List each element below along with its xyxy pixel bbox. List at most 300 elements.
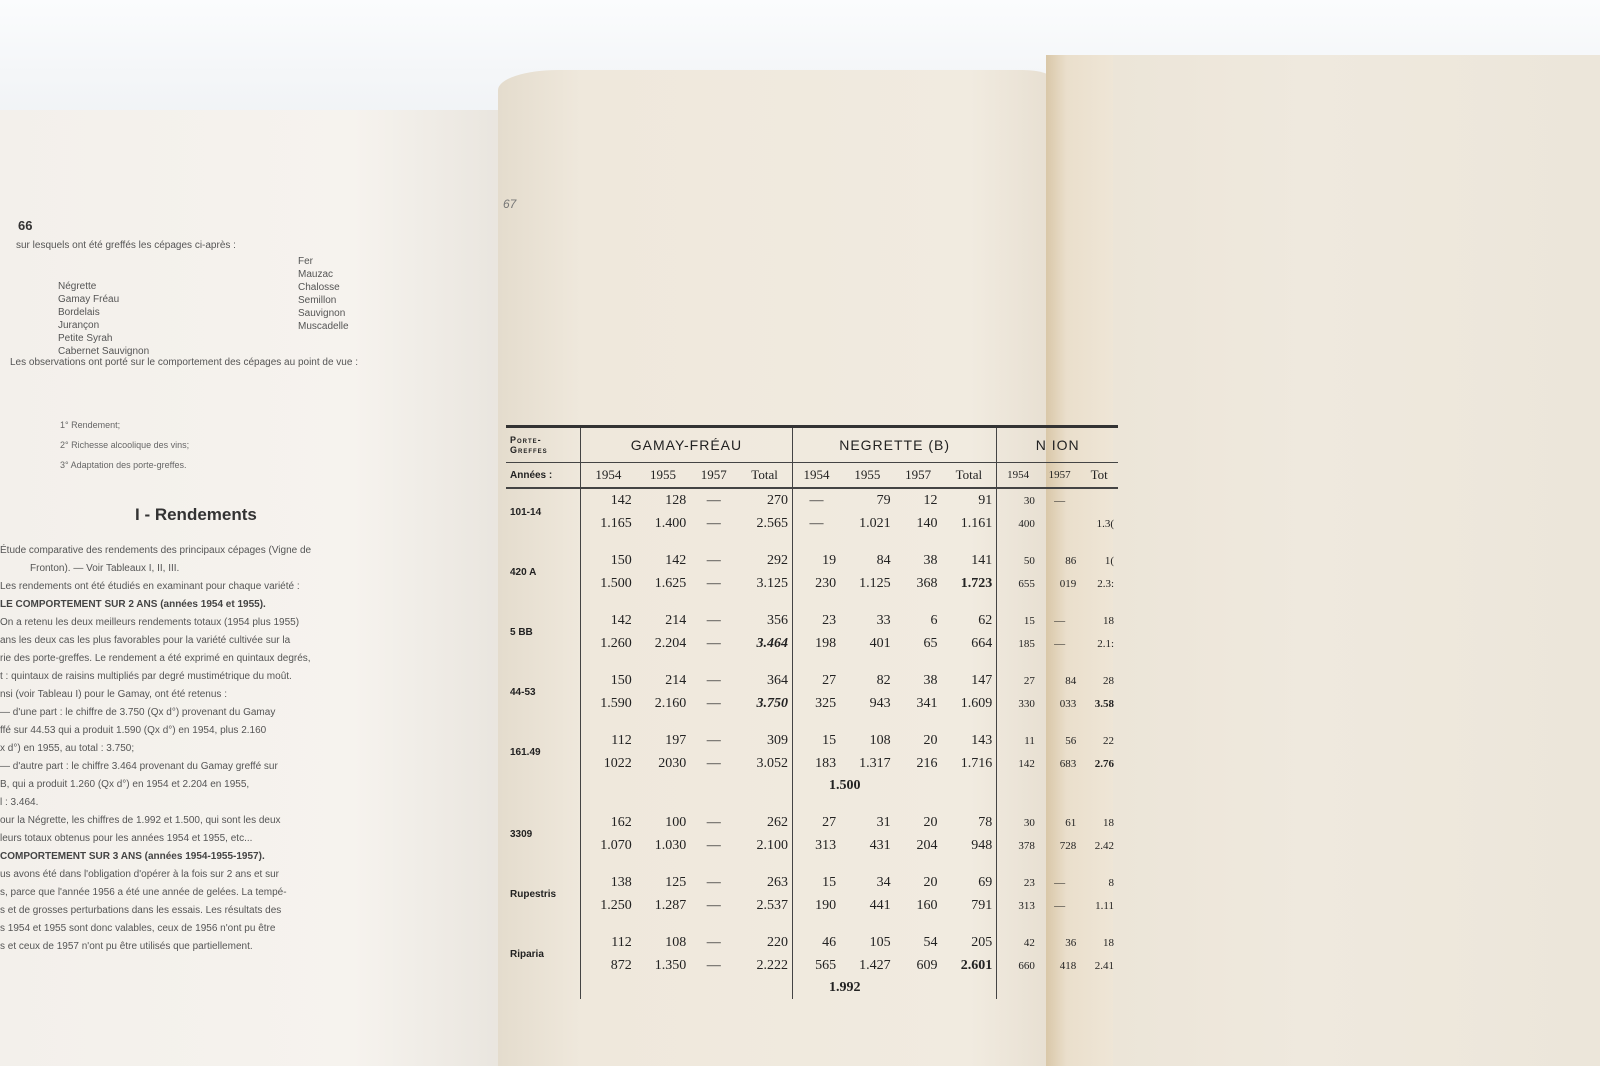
table-cell: 69 xyxy=(978,874,993,890)
blank-page xyxy=(1113,55,1600,1066)
table-cell: 1.590 xyxy=(600,695,632,711)
body-line: — d'une part : le chiffre de 3.750 (Qx d°) provenant du Gamay xyxy=(0,707,276,718)
table-cell: 56 xyxy=(1065,734,1077,747)
gap-cell xyxy=(581,715,636,729)
year-header: Total xyxy=(737,463,792,489)
table-cell: 30 xyxy=(997,811,1039,834)
table-row xyxy=(506,572,1118,595)
table-cell: 28 xyxy=(1103,674,1114,687)
table-cell: 22 xyxy=(1103,734,1114,747)
body-line: Les rendements ont été étudiés en examinant pour chaque variété : xyxy=(0,581,300,592)
table-cell: 142 xyxy=(610,492,632,508)
table-cell: 565 xyxy=(792,954,840,977)
intro-text: sur lesquels ont été greffés les cépages ci-après : xyxy=(16,240,236,251)
table-cell: 1.070 xyxy=(600,837,632,853)
gap-cell xyxy=(690,535,737,549)
body-line: Fronton). — Voir Tableaux I, II, III. xyxy=(30,563,180,574)
gap-cell xyxy=(997,857,1039,871)
grape-item: Négrette xyxy=(58,281,97,292)
year-header: 1954 xyxy=(792,463,840,489)
grape-list-1 xyxy=(58,280,149,358)
gap-cell xyxy=(1080,797,1118,811)
table-cell: — xyxy=(706,552,721,568)
table-row xyxy=(506,811,1118,834)
table-cell xyxy=(1039,512,1080,535)
table-cell: 2.601 xyxy=(960,957,993,973)
gap-cell xyxy=(1080,595,1118,609)
table-cell: 2.3: xyxy=(1097,577,1114,590)
grape-item: Gamay Fréau xyxy=(58,294,120,305)
body-line: nsi (voir Tableau I) pour le Gamay, ont été retenus : xyxy=(0,689,227,700)
gap-cell xyxy=(737,857,792,871)
grape-item: Cabernet Sauvignon xyxy=(58,346,150,357)
table-cell: 1.609 xyxy=(960,695,993,711)
table-cell: — xyxy=(1054,899,1066,912)
grape-item: Chalosse xyxy=(298,282,340,293)
body-line: — d'autre part : le chiffre 3.464 provenant du Gamay greffé sur xyxy=(0,761,278,772)
rootstock-label: 101-14 xyxy=(506,488,581,535)
table-cell: 1.400 xyxy=(654,515,687,531)
table-cell: 91 xyxy=(978,492,993,508)
table-cell: 872 xyxy=(610,957,632,973)
table-cell: 1.500 xyxy=(600,575,632,591)
table-cell: — xyxy=(706,612,721,628)
table-cell: 142 xyxy=(997,752,1039,775)
table-cell: 655 xyxy=(997,572,1039,595)
table-cell: 141 xyxy=(971,552,993,568)
table-cell: 54 xyxy=(923,934,938,950)
table-cell: 400 xyxy=(997,512,1039,535)
table-cell: 3.58 xyxy=(1094,697,1114,710)
table-row xyxy=(506,549,1118,572)
gap-cell xyxy=(1039,655,1080,669)
table-cell: 3.125 xyxy=(756,575,788,591)
gap-cell xyxy=(997,797,1039,811)
table-cell: 341 xyxy=(916,695,938,711)
gap-cell xyxy=(1080,857,1118,871)
table-cell: 728 xyxy=(1059,839,1077,852)
table-body xyxy=(506,488,1118,999)
table-cell: 82 xyxy=(876,672,891,688)
table-cell: 18 xyxy=(1103,936,1114,949)
table-cell: — xyxy=(706,814,721,830)
year-header: 1957 xyxy=(895,463,942,489)
gap-cell xyxy=(737,715,792,729)
gap-cell xyxy=(942,715,997,729)
rootstock-label: Rupestris xyxy=(506,871,581,917)
table-cell: — xyxy=(706,732,721,748)
table-cell: 1.716 xyxy=(960,755,993,771)
table-cell: 292 xyxy=(766,552,788,568)
row-gap xyxy=(506,715,1118,729)
table-cell: — xyxy=(706,672,721,688)
table-cell: 2.160 xyxy=(654,695,687,711)
table-cell: 140 xyxy=(916,515,938,531)
grape-item: Sauvignon xyxy=(298,308,346,319)
empty-cell xyxy=(506,977,581,999)
gap-cell xyxy=(581,857,636,871)
table-cell: 18 xyxy=(1103,816,1114,829)
table-cell: 378 xyxy=(997,834,1039,857)
table-cell: 23 xyxy=(997,871,1039,894)
table-cell: 100 xyxy=(665,814,687,830)
gap-cell xyxy=(690,655,737,669)
year-header: Total xyxy=(942,463,997,489)
table-cell: 125 xyxy=(665,874,687,890)
table-cell: 1.350 xyxy=(654,957,687,973)
gap-cell xyxy=(792,595,840,609)
table-cell: 948 xyxy=(971,837,993,853)
year-header: 1957 xyxy=(690,463,737,489)
body-line: s 1954 et 1955 sont donc valables, ceux de 1956 n'ont pu être xyxy=(0,923,276,934)
table-cell: 197 xyxy=(665,732,687,748)
table-row xyxy=(506,488,1118,512)
rootstock-label: 420 A xyxy=(506,549,581,595)
body-line: s et de grosses perturbations dans les essais. Les résultats des xyxy=(0,905,282,916)
table-cell: — xyxy=(706,957,721,973)
table-cell: — xyxy=(706,837,721,853)
row-gap xyxy=(506,535,1118,549)
year-header: 1954 xyxy=(581,463,636,489)
body-line: ffé sur 44.53 qui a produit 1.590 (Qx d°) en 1954, plus 2.160 xyxy=(0,725,267,736)
row-gap xyxy=(506,655,1118,669)
table-cell: 15 xyxy=(792,871,840,894)
table-cell: 1.161 xyxy=(960,515,993,531)
body-line: l : 3.464. xyxy=(0,797,39,808)
gap-cell xyxy=(506,595,581,609)
table-cell: 86 xyxy=(1065,554,1077,567)
body-line: s, parce que l'année 1956 a été une année de gelées. La tempé- xyxy=(0,887,287,898)
gap-cell xyxy=(581,797,636,811)
gap-cell xyxy=(506,715,581,729)
rootstock-label: 5 BB xyxy=(506,609,581,655)
gap-cell xyxy=(792,535,840,549)
gap-cell xyxy=(942,655,997,669)
table-cell: 23 xyxy=(792,609,840,632)
table-cell: 1.427 xyxy=(859,957,891,973)
table-cell: 34 xyxy=(876,874,891,890)
table-cell: — xyxy=(706,874,721,890)
table-cell: 2.76 xyxy=(1094,757,1114,770)
gap-cell xyxy=(840,857,895,871)
gap-cell xyxy=(792,917,840,931)
gap-cell xyxy=(997,655,1039,669)
table-cell: — xyxy=(706,934,721,950)
year-header: Tot xyxy=(1080,463,1118,489)
table-cell: 27 xyxy=(792,669,840,692)
table-cell: 46 xyxy=(792,931,840,954)
table-cell: — xyxy=(792,488,840,512)
body-line: s et ceux de 1957 n'ont pu être utilisés que partiellement. xyxy=(0,941,253,952)
gap-cell xyxy=(895,917,942,931)
table-cell: 2.222 xyxy=(756,957,788,973)
table-cell: 2030 xyxy=(658,755,687,771)
table-cell: 20 xyxy=(923,732,938,748)
table-cell: 1.250 xyxy=(600,897,632,913)
grape-list-2 xyxy=(298,255,349,333)
negrette-best-total: 1.992 xyxy=(792,977,996,999)
gap-cell xyxy=(942,917,997,931)
table-cell: 33 xyxy=(876,612,891,628)
gap-cell xyxy=(942,797,997,811)
table-cell: — xyxy=(706,635,721,651)
row-gap xyxy=(506,595,1118,609)
table-cell: 36 xyxy=(1065,936,1077,949)
gap-cell xyxy=(690,715,737,729)
body-line: On a retenu les deux meilleurs rendements totaux (1954 plus 1955) xyxy=(0,617,300,628)
table-cell: 19 xyxy=(792,549,840,572)
table-cell: 431 xyxy=(869,837,891,853)
table-cell: 20 xyxy=(923,814,938,830)
group-header: GAMAY-FRÉAU xyxy=(581,427,793,463)
empty-cell xyxy=(997,775,1118,797)
grape-item: Jurançon xyxy=(58,320,100,331)
gap-cell xyxy=(1039,797,1080,811)
table-cell: 6 xyxy=(930,612,938,628)
body-line: x d°) en 1955, au total : 3.750; xyxy=(0,743,135,754)
table-cell: 147 xyxy=(971,672,993,688)
body-line: leurs totaux obtenus pour les années 1954 et 1955, etc... xyxy=(0,833,253,844)
table-cell: — xyxy=(1054,494,1066,507)
gap-cell xyxy=(636,797,691,811)
gap-cell xyxy=(506,917,581,931)
gap-cell xyxy=(1039,857,1080,871)
table-cell: 65 xyxy=(923,635,938,651)
table-row xyxy=(506,775,1118,797)
table-row xyxy=(506,931,1118,954)
grape-item: Bordelais xyxy=(58,307,100,318)
body-text xyxy=(0,542,420,956)
page-number-right: 67 xyxy=(503,197,517,211)
table-cell: 79 xyxy=(876,492,891,508)
table-cell: 190 xyxy=(792,894,840,917)
grape-item: Muscadelle xyxy=(298,321,349,332)
table-cell: 12 xyxy=(923,492,938,508)
table-cell: 356 xyxy=(766,612,788,628)
gap-cell xyxy=(840,715,895,729)
table-cell: 2.42 xyxy=(1094,839,1114,852)
table-cell: 263 xyxy=(766,874,788,890)
gap-cell xyxy=(737,655,792,669)
table-cell: 418 xyxy=(1059,959,1077,972)
points-list xyxy=(60,415,189,475)
gap-cell xyxy=(895,797,942,811)
gap-cell xyxy=(636,857,691,871)
table-cell: 84 xyxy=(1065,674,1077,687)
gap-cell xyxy=(636,715,691,729)
grape-item: Petite Syrah xyxy=(58,333,113,344)
table-cell: 401 xyxy=(869,635,891,651)
table-cell: 325 xyxy=(792,692,840,715)
gap-cell xyxy=(942,535,997,549)
table-cell: 3.750 xyxy=(756,695,788,711)
gap-cell xyxy=(506,857,581,871)
observations-text: Les observations ont porté sur le comportement des cépages au point de vue : xyxy=(10,357,358,368)
table-cell: 204 xyxy=(916,837,938,853)
table-cell: 660 xyxy=(997,954,1039,977)
table-cell xyxy=(1080,488,1118,512)
table-row xyxy=(506,834,1118,857)
gap-cell xyxy=(1039,917,1080,931)
gap-cell xyxy=(1080,655,1118,669)
gap-cell xyxy=(1039,535,1080,549)
table-row xyxy=(506,954,1118,977)
table-row xyxy=(506,894,1118,917)
gap-cell xyxy=(581,655,636,669)
table-cell: 033 xyxy=(1059,697,1077,710)
point-item: 3° Adaptation des porte-greffes. xyxy=(60,460,187,470)
rootstock-label: 161.49 xyxy=(506,729,581,775)
table-cell: 2.1: xyxy=(1097,637,1114,650)
gap-cell xyxy=(840,535,895,549)
gap-cell xyxy=(737,595,792,609)
table-cell: 38 xyxy=(923,672,938,688)
table-cell: 8 xyxy=(1108,876,1114,889)
body-line: Étude comparative des rendements des principaux cépages (Vigne de xyxy=(0,545,312,556)
table-cell: 262 xyxy=(766,814,788,830)
body-line: LE COMPORTEMENT SUR 2 ANS (années 1954 et 1955). xyxy=(0,599,266,610)
gap-cell xyxy=(997,917,1039,931)
gap-cell xyxy=(737,917,792,931)
gap-cell xyxy=(636,917,691,931)
table-row xyxy=(506,729,1118,752)
gap-cell xyxy=(581,535,636,549)
gap-cell xyxy=(997,715,1039,729)
gap-cell xyxy=(1080,917,1118,931)
table-cell: 1.165 xyxy=(600,515,632,531)
table-cell: 364 xyxy=(766,672,788,688)
gap-cell xyxy=(942,595,997,609)
annees-header: Années : xyxy=(506,463,581,489)
table-cell: 143 xyxy=(971,732,993,748)
group-header: NEGRETTE (B) xyxy=(792,427,996,463)
rootstock-label: 44-53 xyxy=(506,669,581,715)
table-cell: 1.030 xyxy=(654,837,687,853)
table-cell: 108 xyxy=(869,732,891,748)
table-cell: 30 xyxy=(997,488,1039,512)
table-cell: — xyxy=(706,515,721,531)
gap-cell xyxy=(690,797,737,811)
table-cell: — xyxy=(706,575,721,591)
body-line: our la Négrette, les chiffres de 1.992 et 1.500, qui sont les deux xyxy=(0,815,281,826)
table-cell: 2.537 xyxy=(756,897,788,913)
table-cell: 160 xyxy=(916,897,938,913)
table-cell: 1.317 xyxy=(859,755,891,771)
table-cell: 2.204 xyxy=(654,635,687,651)
gap-cell xyxy=(581,595,636,609)
table-cell: 62 xyxy=(978,612,993,628)
table-row xyxy=(506,752,1118,775)
gap-cell xyxy=(581,917,636,931)
gap-cell xyxy=(895,857,942,871)
table-cell: 1.125 xyxy=(859,575,891,591)
empty-cell xyxy=(997,977,1118,999)
table-cell: 214 xyxy=(665,612,687,628)
table-cell: — xyxy=(792,512,840,535)
table-cell: — xyxy=(1054,876,1066,889)
gap-cell xyxy=(840,655,895,669)
table-cell: 20 xyxy=(923,874,938,890)
table-cell: 183 xyxy=(792,752,840,775)
table-row xyxy=(506,669,1118,692)
gap-cell xyxy=(1080,535,1118,549)
gap-cell xyxy=(792,797,840,811)
table-cell: 105 xyxy=(869,934,891,950)
table-cell: 78 xyxy=(978,814,993,830)
gap-cell xyxy=(506,797,581,811)
gap-cell xyxy=(792,857,840,871)
table-cell: 112 xyxy=(611,732,632,748)
table-cell: 128 xyxy=(665,492,687,508)
gap-cell xyxy=(840,797,895,811)
body-line: t : quintaux de raisins multipliés par degré mustimétrique du moût. xyxy=(0,671,292,682)
body-line: us avons été dans l'obligation d'opérer à la fois sur 2 ans et sur xyxy=(0,869,279,880)
table-cell: — xyxy=(1054,637,1066,650)
gap-cell xyxy=(636,595,691,609)
table-cell: 2.41 xyxy=(1094,959,1114,972)
table-cell: 31 xyxy=(876,814,891,830)
table-cell: 138 xyxy=(610,874,632,890)
gap-cell xyxy=(792,655,840,669)
gap-cell xyxy=(997,595,1039,609)
table-cell: 108 xyxy=(665,934,687,950)
table-cell: 309 xyxy=(766,732,788,748)
table-cell: 150 xyxy=(610,552,632,568)
body-line: ans les deux cas les plus favorables pour la variété cultivée sur la xyxy=(0,635,291,646)
left-page xyxy=(0,110,505,1066)
table-cell: 27 xyxy=(792,811,840,834)
table-cell: 84 xyxy=(876,552,891,568)
table-row xyxy=(506,871,1118,894)
table-cell: — xyxy=(1054,614,1066,627)
table-cell: 1.625 xyxy=(654,575,687,591)
table-cell: 3.464 xyxy=(756,635,788,651)
table-cell: 1.3( xyxy=(1096,517,1114,530)
gap-cell xyxy=(690,595,737,609)
row-gap xyxy=(506,857,1118,871)
grape-item: Semillon xyxy=(298,295,337,306)
gap-cell xyxy=(942,857,997,871)
table-cell: 368 xyxy=(916,575,938,591)
table-cell: 112 xyxy=(611,934,632,950)
point-item: 1° Rendement; xyxy=(60,420,121,430)
year-header: 1957 xyxy=(1039,463,1080,489)
gap-cell xyxy=(792,715,840,729)
table-cell: 3.052 xyxy=(756,755,788,771)
table-cell: 441 xyxy=(869,897,891,913)
table-cell: 162 xyxy=(610,814,632,830)
point-item: 2° Richesse alcoolique des vins; xyxy=(60,440,190,450)
gap-cell xyxy=(895,655,942,669)
row-gap xyxy=(506,797,1118,811)
table-cell: 142 xyxy=(610,612,632,628)
porte-greffes-header: Porte-Greffes xyxy=(506,427,581,463)
table-cell: 313 xyxy=(792,834,840,857)
table-cell: 2.100 xyxy=(756,837,788,853)
gap-cell xyxy=(895,715,942,729)
table-cell: 150 xyxy=(610,672,632,688)
table-cell: 205 xyxy=(971,934,993,950)
table-cell: 42 xyxy=(997,931,1039,954)
gap-cell xyxy=(690,857,737,871)
table-cell: 791 xyxy=(971,897,993,913)
table-cell: 019 xyxy=(1059,577,1077,590)
gap-cell xyxy=(840,595,895,609)
table-cell: 142 xyxy=(665,552,687,568)
year-header: 1955 xyxy=(840,463,895,489)
empty-cell xyxy=(581,775,793,797)
table-cell: 664 xyxy=(971,635,993,651)
